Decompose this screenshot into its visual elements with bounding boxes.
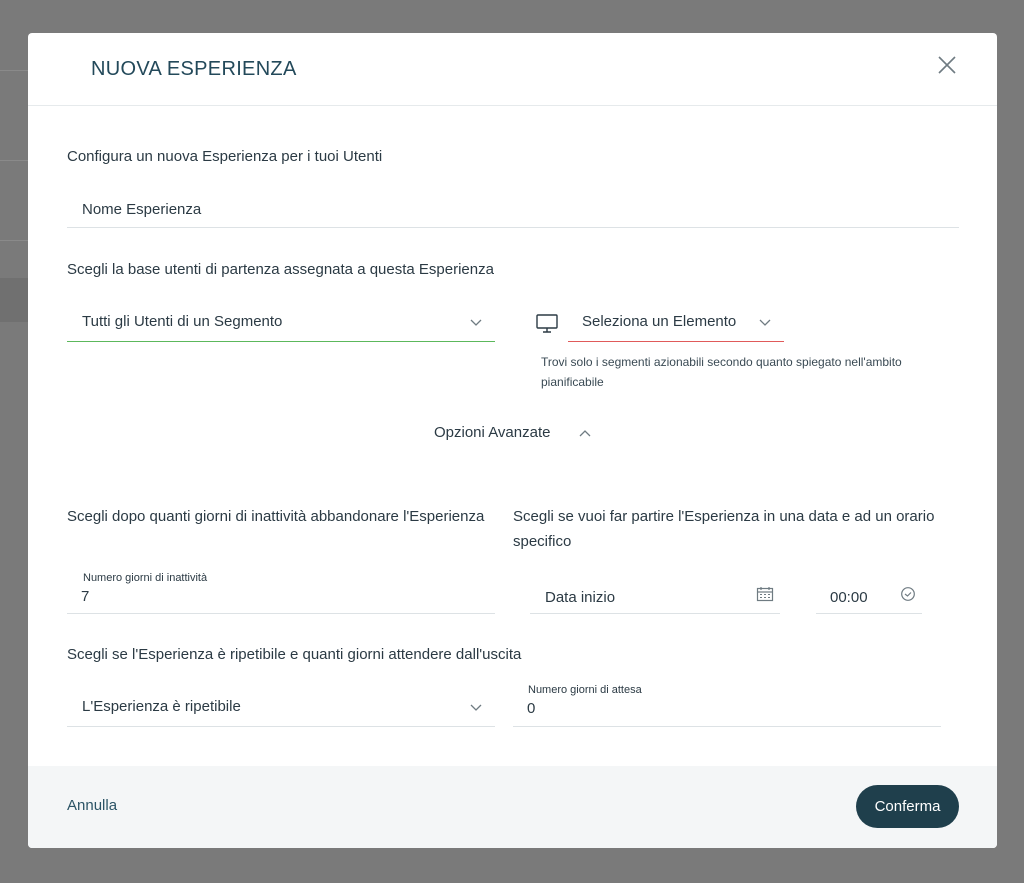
modal-body [28,106,997,766]
confirm-button[interactable]: Conferma [856,785,959,828]
start-time-input[interactable] [816,576,922,614]
repeat-label: Scegli se l'Esperienza è ripetibile e quanti giorni attendere dall'uscita [67,646,522,663]
inactivity-days-label: Numero giorni di inattività [83,572,208,584]
repeatable-select[interactable] [67,685,495,727]
close-icon [935,53,959,77]
intro-label: Configura un nuova Esperienza per i tuoi Utenti [67,148,383,165]
audience-select-value: Tutti gli Utenti di un Segmento [82,313,283,330]
cancel-button[interactable]: Annulla [67,797,118,814]
new-experience-modal [28,33,997,848]
chevron-up-icon [578,428,592,438]
clock-icon[interactable] [900,586,916,602]
modal-title: NUOVA ESPERIENZA [91,58,297,80]
advanced-options-label: Opzioni Avanzate [434,424,551,441]
advanced-options-toggle[interactable] [434,424,550,450]
base-users-label: Scegli la base utenti di partenza assegnata a questa Esperienza [67,261,494,278]
calendar-icon[interactable] [756,586,774,602]
inactivity-days-value: 7 [81,588,90,605]
start-time-value: 00:00 [830,589,868,606]
chevron-down-icon [469,702,483,712]
modal-footer [28,766,997,848]
chevron-down-icon [758,317,772,327]
wait-days-value: 0 [527,700,536,717]
background-divider [0,160,28,161]
wait-days-input[interactable] [513,682,941,727]
background-row [0,278,28,322]
element-select[interactable] [568,300,784,342]
inactivity-days-input[interactable] [67,568,495,614]
inactivity-label: Scegli dopo quanti giorni di inattività abbandonare l'Esperienza [67,508,485,525]
start-date-placeholder: Data inizio [545,589,616,606]
start-date-input[interactable] [530,576,780,614]
element-select-value: Seleziona un Elemento [582,313,737,330]
close-button[interactable] [935,53,959,77]
experience-name-placeholder: Nome Esperienza [82,201,202,218]
background-divider [0,240,28,241]
background-divider [0,70,28,71]
wait-days-label: Numero giorni di attesa [528,684,642,696]
chevron-down-icon [469,317,483,327]
schedule-label: Scegli se vuoi far partire l'Esperienza in una data e ad un orario specifico [513,508,935,550]
monitor-icon [535,313,559,335]
repeatable-select-value: L'Esperienza è ripetibile [82,698,241,715]
element-helper-text: Trovi solo i segmenti azionabili secondo quanto spiegato nell'ambito pianificabile [541,355,902,389]
modal-header [28,33,997,106]
audience-select[interactable] [67,300,495,342]
experience-name-input[interactable] [67,186,959,228]
